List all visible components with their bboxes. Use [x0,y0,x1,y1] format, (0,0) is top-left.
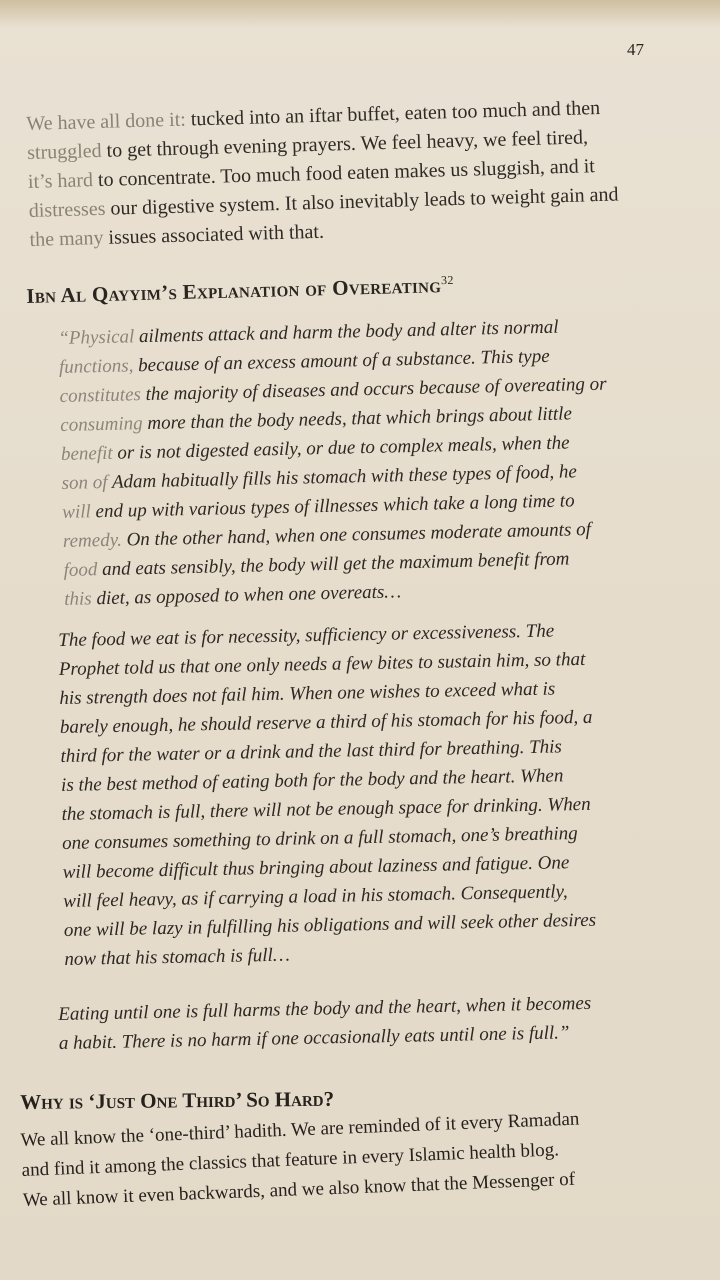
section-heading-one-third: Why is ‘Just One Third’ So Hard? [20,1086,335,1114]
body-line: and find it among the classics that feature in every Islamic health blog. [21,1139,560,1181]
section-heading-overeating: Ibn Al Qayyim’s Explanation of Overeating$^{32}$ [26,272,454,308]
quote-line: will become difficult thus bringing about laziness and fatigue. One [62,852,570,883]
quote-line: a habit. There is no harm if one occasionally eats until one is full.” [58,1022,570,1054]
quote-paragraph-1 [58,311,636,614]
quote-line: will feel heavy, as if carrying a load in his stomach. Consequently, [63,881,568,912]
quote-line: one consumes something to drink on a full stomach, one’s breathing [61,823,578,854]
quote-line: now that his stomach is full… [64,944,290,970]
intro-line: distresses our digestive system. It also inevitably leads to weight gain and [28,183,619,222]
quote-line: his strength does not fail him. When one wishes to exceed what is [59,678,556,709]
quote-paragraph-2 [58,615,637,974]
intro-paragraph [26,93,655,255]
quote-line: “Physical ailments attack and harm the body and alter its normal [58,316,559,349]
quote-line: one will be lazy in fulfilling his obligations and will seek other desires [63,909,597,941]
intro-line: We have all done it: tucked into an iftar buffet, eaten too much and then [26,96,601,135]
quote-line: this diet, as opposed to when one overeats… [64,581,402,610]
quote-line: The food we eat is for necessity, sufficiency or excessiveness. The [58,620,555,651]
quote-line: consuming more than the body needs, that which brings about little [60,403,573,436]
body-line: We all know it even backwards, and we also know that the Messenger of [22,1168,576,1211]
quote-line: son of Adam habitually fills his stomach with these types of food, he [61,461,578,494]
page-number: 47 [627,40,644,59]
quote-line: functions, because of an excess amount of a substance. This type [58,345,550,378]
quote-line: benefit or is not digested easily, or due to complex meals, when the [60,432,570,465]
quote-line: food and eats sensibly, the body will get the maximum benefit from [63,548,570,581]
quote-paragraph-3 [58,988,631,1058]
quote-line: constitutes the majority of diseases and occurs because of overeating or [59,373,607,407]
footnote-marker: 32 [440,272,454,288]
closing-paragraph [20,1101,683,1216]
quote-line: is the best method of eating both for the body and the heart. When [60,765,564,796]
quote-line: will end up with various types of illnesses which take a long time to [62,490,575,523]
intro-line: the many issues associated with that. [29,220,325,251]
quote-line: Eating until one is full harms the body and the heart, when it becomes [58,992,592,1025]
body-line: We all know the ‘one-third’ hadith. We are reminded of it every Ramadan [20,1108,580,1151]
intro-line: struggled to get through evening prayers. We feel heavy, we feel tired, [26,126,589,164]
quote-line: Prophet told us that one only needs a few bites to sustain him, so that [58,648,586,680]
quote-line: remedy. On the other hand, when one consumes moderate amounts of [62,518,592,552]
intro-line: it’s hard to concentrate. Too much food eaten makes us sluggish, and it [27,155,596,193]
page-top-shadow [0,0,720,28]
quote-line: the stomach is full, there will not be enough space for drinking. When [61,793,591,825]
quote-line: third for the water or a drink and the last third for breathing. This [60,736,563,767]
quote-line: barely enough, he should reserve a third of his stomach for his food, a [59,706,593,738]
